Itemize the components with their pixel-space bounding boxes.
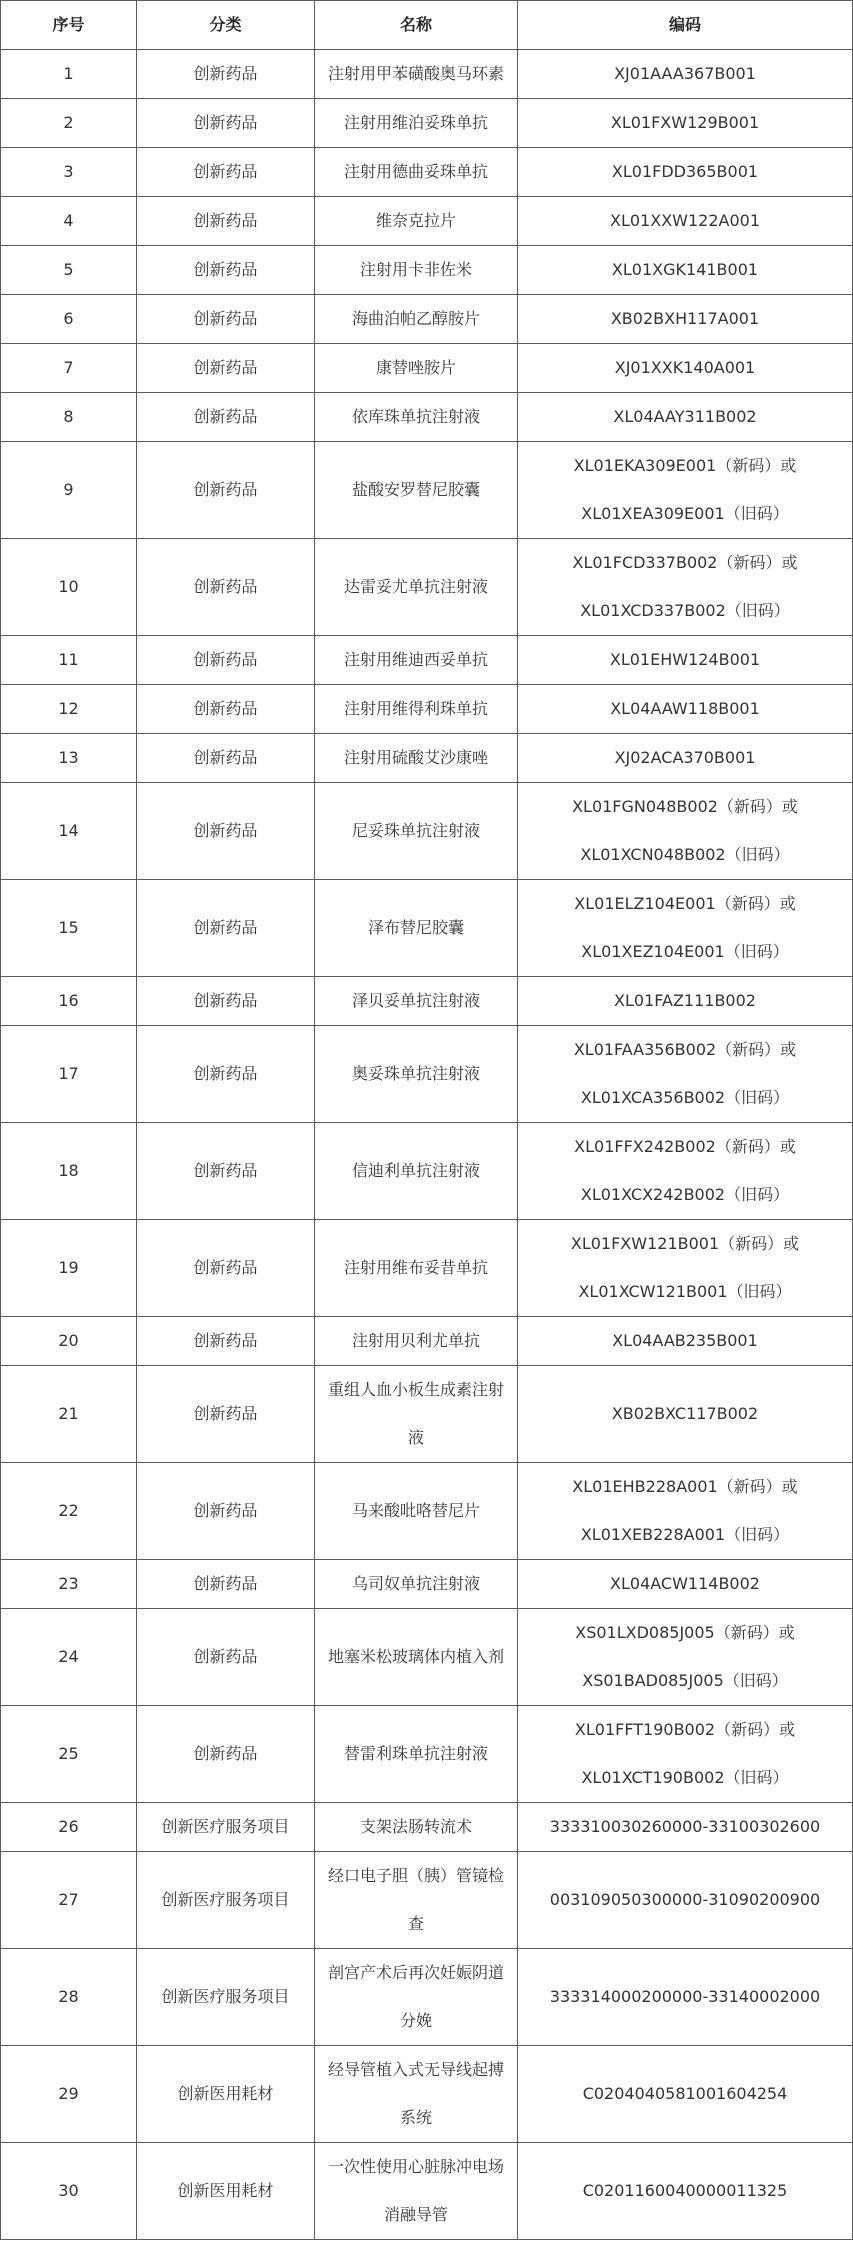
header-category: 分类	[137, 1, 315, 50]
cell-name-line: 注射用硫酸艾沙康唑	[343, 748, 488, 767]
cell-name	[315, 1560, 518, 1609]
cell-code-line: XL04AAW118B001	[610, 699, 760, 718]
cell-name	[315, 1706, 518, 1803]
cell-code-line: XL01XXW122A001	[610, 211, 760, 230]
cell-name-line: 经口电子胆（胰）管镜检	[327, 1866, 504, 1885]
cell-name-line: 尼妥珠单抗注射液	[351, 821, 480, 840]
cell-serial-number: 24	[1, 1609, 137, 1706]
table-row	[1, 783, 853, 880]
table-row	[1, 1463, 853, 1560]
cell-code	[518, 880, 853, 977]
cell-serial-number: 29	[1, 2046, 137, 2143]
cell-category: 创新药品	[137, 783, 315, 880]
cell-category: 创新医疗服务项目	[137, 1852, 315, 1949]
cell-code	[518, 197, 853, 246]
cell-name-line: 信迪利单抗注射液	[351, 1161, 480, 1180]
cell-code	[518, 1366, 853, 1463]
cell-name	[315, 99, 518, 148]
cell-code-line: C0204040581001604254	[582, 2084, 788, 2103]
cell-category: 创新药品	[137, 197, 315, 246]
table-row	[1, 1852, 853, 1949]
table-row	[1, 1026, 853, 1123]
cell-code-line: XS01LXD085J005（新码）或	[575, 1623, 795, 1642]
cell-code-line: XL01ELZ104E001（新码）或	[574, 894, 796, 913]
table-row	[1, 685, 853, 734]
cell-serial-number: 28	[1, 1949, 137, 2046]
cell-category: 创新药品	[137, 50, 315, 99]
table-row	[1, 1560, 853, 1609]
cell-code-line: XL01FXW121B001（新码）或	[570, 1234, 800, 1253]
table-row	[1, 2143, 853, 2240]
cell-category: 创新药品	[137, 99, 315, 148]
header-name: 名称	[315, 1, 518, 50]
cell-name-line: 经导管植入式无导线起搏	[327, 2060, 504, 2079]
cell-name-line: 注射用维泊妥珠单抗	[343, 113, 488, 132]
cell-code-line: XL01FCD337B002（新码）或	[572, 553, 798, 572]
cell-name-line: 注射用甲苯磺酸奥马环素	[327, 64, 504, 83]
cell-code-line: C0201160040000011325	[582, 2181, 788, 2200]
cell-code-line: XL01XCD337B002（旧码）	[580, 601, 790, 620]
cell-code-line: 003109050300000-31090200900	[549, 1890, 821, 1909]
cell-name-line: 重组人血小板生成素注射	[327, 1380, 504, 1399]
cell-code	[518, 1852, 853, 1949]
cell-category: 创新药品	[137, 1366, 315, 1463]
cell-name-line: 一次性使用心脏脉冲电场	[327, 2157, 504, 2176]
cell-serial-number: 20	[1, 1317, 137, 1366]
cell-code	[518, 442, 853, 539]
cell-code-line: XJ02ACA370B001	[614, 748, 756, 767]
cell-code-line: 333310030260000-33100302600	[549, 1817, 821, 1836]
cell-code	[518, 685, 853, 734]
cell-name-line: 注射用维迪西妥单抗	[343, 650, 488, 669]
cell-code	[518, 1609, 853, 1706]
table-row	[1, 99, 853, 148]
cell-serial-number: 10	[1, 539, 137, 636]
cell-serial-number: 14	[1, 783, 137, 880]
cell-code	[518, 1026, 853, 1123]
cell-name	[315, 344, 518, 393]
cell-name	[315, 1949, 518, 2046]
cell-name	[315, 1026, 518, 1123]
cell-code	[518, 2143, 853, 2240]
cell-category: 创新医用耗材	[137, 2046, 315, 2143]
cell-category: 创新医疗服务项目	[137, 1803, 315, 1852]
cell-serial-number: 15	[1, 880, 137, 977]
cell-name-line: 注射用维布妥昔单抗	[343, 1258, 488, 1277]
cell-name-line: 泽贝妥单抗注射液	[351, 991, 480, 1010]
cell-category: 创新药品	[137, 295, 315, 344]
cell-code-line: XL01XCX242B002（旧码）	[580, 1185, 790, 1204]
cell-serial-number: 12	[1, 685, 137, 734]
cell-name	[315, 246, 518, 295]
cell-name-line: 海曲泊帕乙醇胺片	[351, 309, 480, 328]
cell-name	[315, 1317, 518, 1366]
cell-code	[518, 2046, 853, 2143]
cell-category: 创新药品	[137, 1317, 315, 1366]
cell-name	[315, 539, 518, 636]
cell-code	[518, 50, 853, 99]
cell-code	[518, 246, 853, 295]
cell-category: 创新药品	[137, 246, 315, 295]
cell-category: 创新药品	[137, 1706, 315, 1803]
cell-code-line: XL01FAA356B002（新码）或	[573, 1040, 797, 1059]
cell-code-line: XL01FFX242B002（新码）或	[574, 1137, 796, 1156]
cell-code-line: 333314000200000-33140002000	[549, 1987, 821, 2006]
cell-name-line: 乌司奴单抗注射液	[351, 1574, 480, 1593]
cell-serial-number: 11	[1, 636, 137, 685]
cell-code-line: XL01FAZ111B002	[614, 991, 756, 1010]
cell-category: 创新药品	[137, 636, 315, 685]
cell-code-line: XL01XGK141B001	[611, 260, 759, 279]
table-row	[1, 1220, 853, 1317]
cell-name-line: 依库珠单抗注射液	[351, 407, 480, 426]
cell-code-line: XL01FFT190B002（新码）或	[574, 1720, 796, 1739]
cell-serial-number: 23	[1, 1560, 137, 1609]
table-row	[1, 539, 853, 636]
cell-name	[315, 636, 518, 685]
cell-name	[315, 197, 518, 246]
cell-category: 创新药品	[137, 344, 315, 393]
cell-name	[315, 393, 518, 442]
cell-code-line: XL01XEZ104E001（旧码）	[581, 942, 789, 961]
table-row	[1, 148, 853, 197]
cell-serial-number: 2	[1, 99, 137, 148]
cell-code-line: XB02BXC117B002	[611, 1404, 759, 1423]
cell-serial-number: 5	[1, 246, 137, 295]
cell-name-line: 消融导管	[383, 2205, 448, 2224]
table-row	[1, 1366, 853, 1463]
cell-code-line: XS01BAD085J005（旧码）	[582, 1671, 788, 1690]
cell-name-line: 泽布替尼胶囊	[367, 918, 464, 937]
cell-category: 创新药品	[137, 1609, 315, 1706]
table-row	[1, 197, 853, 246]
cell-name	[315, 1123, 518, 1220]
table-row	[1, 636, 853, 685]
cell-code	[518, 1220, 853, 1317]
cell-name-line: 达雷妥尤单抗注射液	[343, 577, 488, 596]
cell-name	[315, 734, 518, 783]
table-row	[1, 246, 853, 295]
cell-name-line: 系统	[399, 2108, 432, 2127]
cell-name-line: 注射用维得利珠单抗	[343, 699, 488, 718]
cell-serial-number: 17	[1, 1026, 137, 1123]
table-row	[1, 50, 853, 99]
cell-name	[315, 295, 518, 344]
cell-serial-number: 21	[1, 1366, 137, 1463]
cell-code	[518, 734, 853, 783]
cell-code-line: XL01EHB228A001（新码）或	[572, 1477, 798, 1496]
cell-code	[518, 1123, 853, 1220]
cell-code-line: XL01XCW121B001（旧码）	[578, 1282, 792, 1301]
cell-name-line: 地塞米松玻璃体内植入剂	[327, 1647, 504, 1666]
table-row	[1, 1609, 853, 1706]
cell-code-line: XL01XCN048B002（旧码）	[580, 845, 790, 864]
table-row	[1, 734, 853, 783]
table-row	[1, 1803, 853, 1852]
cell-name	[315, 1609, 518, 1706]
cell-code	[518, 636, 853, 685]
cell-name-line: 盐酸安罗替尼胶囊	[351, 480, 480, 499]
cell-serial-number: 13	[1, 734, 137, 783]
cell-code	[518, 1949, 853, 2046]
cell-name	[315, 50, 518, 99]
cell-name	[315, 1366, 518, 1463]
cell-serial-number: 25	[1, 1706, 137, 1803]
cell-code-line: XL01XCA356B002（旧码）	[580, 1088, 790, 1107]
cell-category: 创新医用耗材	[137, 2143, 315, 2240]
cell-code-line: XL01EHW124B001	[609, 650, 761, 669]
header-serial-number: 序号	[1, 1, 137, 50]
cell-name-line: 替雷利珠单抗注射液	[343, 1744, 488, 1763]
cell-serial-number: 22	[1, 1463, 137, 1560]
cell-code-line: XL01FXW129B001	[610, 113, 760, 132]
cell-name-line: 注射用贝利尤单抗	[351, 1331, 480, 1350]
table-body	[1, 50, 853, 2240]
table-row	[1, 1706, 853, 1803]
cell-serial-number: 4	[1, 197, 137, 246]
cell-code	[518, 99, 853, 148]
cell-serial-number: 26	[1, 1803, 137, 1852]
cell-category: 创新药品	[137, 393, 315, 442]
cell-code	[518, 539, 853, 636]
cell-code	[518, 148, 853, 197]
cell-serial-number: 3	[1, 148, 137, 197]
cell-code-line: XL01XCT190B002（旧码）	[581, 1768, 789, 1787]
table-row	[1, 1317, 853, 1366]
cell-serial-number: 9	[1, 442, 137, 539]
cell-serial-number: 6	[1, 295, 137, 344]
table-row	[1, 1123, 853, 1220]
cell-name-line: 液	[407, 1428, 424, 1447]
cell-serial-number: 19	[1, 1220, 137, 1317]
cell-name	[315, 1463, 518, 1560]
cell-name	[315, 2046, 518, 2143]
cell-category: 创新药品	[137, 148, 315, 197]
cell-code	[518, 1706, 853, 1803]
cell-code-line: XL01EKA309E001（新码）或	[573, 456, 797, 475]
cell-name	[315, 880, 518, 977]
cell-category: 创新药品	[137, 685, 315, 734]
cell-category: 创新药品	[137, 977, 315, 1026]
cell-code	[518, 393, 853, 442]
cell-code-line: XJ01AAA367B001	[614, 64, 756, 83]
cell-category: 创新药品	[137, 880, 315, 977]
cell-category: 创新药品	[137, 1220, 315, 1317]
table-header	[1, 1, 853, 50]
cell-name-line: 剖宫产术后再次妊娠阴道	[327, 1963, 504, 1982]
cell-category: 创新医疗服务项目	[137, 1949, 315, 2046]
cell-serial-number: 1	[1, 50, 137, 99]
cell-name-line: 康替唑胺片	[375, 358, 456, 377]
header-row	[1, 1, 853, 50]
table-row	[1, 880, 853, 977]
cell-code-line: XJ01XXK140A001	[614, 358, 756, 377]
cell-name-line: 查	[407, 1914, 424, 1933]
table-row	[1, 977, 853, 1026]
cell-code	[518, 1463, 853, 1560]
cell-name-line: 分娩	[399, 2011, 432, 2030]
cell-name-line: 奥妥珠单抗注射液	[351, 1064, 480, 1083]
cell-category: 创新药品	[137, 539, 315, 636]
cell-name	[315, 2143, 518, 2240]
cell-category: 创新药品	[137, 442, 315, 539]
table-row	[1, 2046, 853, 2143]
table-row	[1, 442, 853, 539]
header-code: 编码	[518, 1, 853, 50]
cell-name	[315, 1852, 518, 1949]
table-row	[1, 295, 853, 344]
cell-code	[518, 1560, 853, 1609]
cell-code-line: XL01FGN048B002（新码）或	[572, 797, 798, 816]
cell-name	[315, 977, 518, 1026]
cell-code-line: XL01FDD365B001	[611, 162, 759, 181]
cell-serial-number: 18	[1, 1123, 137, 1220]
cell-code	[518, 1317, 853, 1366]
cell-category: 创新药品	[137, 1560, 315, 1609]
cell-code-line: XL04AAB235B001	[612, 1331, 758, 1350]
cell-serial-number: 8	[1, 393, 137, 442]
cell-code	[518, 295, 853, 344]
cell-name-line: 注射用德曲妥珠单抗	[343, 162, 488, 181]
cell-code	[518, 1803, 853, 1852]
table-row	[1, 344, 853, 393]
cell-code-line: XL04AAY311B002	[613, 407, 757, 426]
cell-name-line: 维奈克拉片	[375, 211, 456, 230]
cell-name	[315, 1220, 518, 1317]
cell-category: 创新药品	[137, 1463, 315, 1560]
cell-category: 创新药品	[137, 1026, 315, 1123]
cell-code-line: XL04ACW114B002	[610, 1574, 760, 1593]
table-row	[1, 393, 853, 442]
cell-name-line: 马来酸吡咯替尼片	[351, 1501, 480, 1520]
table-row	[1, 1949, 853, 2046]
cell-serial-number: 16	[1, 977, 137, 1026]
cell-code-line: XL01XEA309E001（旧码）	[581, 504, 789, 523]
cell-code	[518, 783, 853, 880]
cell-serial-number: 7	[1, 344, 137, 393]
cell-serial-number: 27	[1, 1852, 137, 1949]
cell-category: 创新药品	[137, 734, 315, 783]
cell-category: 创新药品	[137, 1123, 315, 1220]
cell-name	[315, 442, 518, 539]
cell-name	[315, 1803, 518, 1852]
cell-name-line: 注射用卡非佐米	[359, 260, 472, 279]
cell-code	[518, 977, 853, 1026]
cell-serial-number: 30	[1, 2143, 137, 2240]
cell-name	[315, 148, 518, 197]
cell-code-line: XB02BXH117A001	[610, 309, 760, 328]
cell-name	[315, 685, 518, 734]
cell-name	[315, 783, 518, 880]
cell-name-line: 支架法肠转流术	[359, 1817, 472, 1836]
cell-code-line: XL01XEB228A001（旧码）	[580, 1525, 790, 1544]
cell-code	[518, 344, 853, 393]
